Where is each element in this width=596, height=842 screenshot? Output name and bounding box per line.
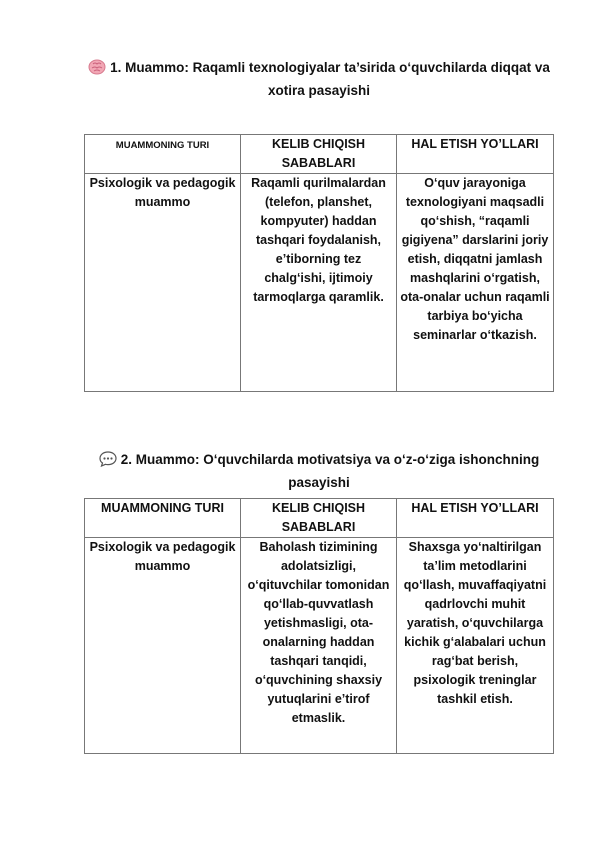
table-header-row [85, 499, 554, 538]
problem-table-2 [84, 498, 554, 754]
problem-type-cell: Psixologik va pedagogik muammo [85, 174, 241, 392]
header-type: MUAMMONING TURI [85, 499, 241, 538]
table-row [85, 174, 554, 392]
speech-bubble-icon [99, 451, 117, 473]
header-solutions: HAL ETISH YO’LLARI [397, 135, 554, 174]
problem-type-cell: Psixologik va pedagogik muammo [85, 538, 241, 754]
section-2-title: 2. Muammo: O‘quvchilarda motivatsiya va o‘z-o‘ziga ishonchning pasayishi [84, 450, 554, 493]
solutions-cell: Shaxsga yo‘naltirilgan ta’lim metodlarini qo‘llash, muvaffaqiyatni qadrlovchi muhit yaratish, o‘quvchilarga kichik g‘alabalari uchun rag‘bat berish, psixologik treninglar tashkil etish. [397, 538, 554, 754]
causes-cell: Raqamli qurilmalardan (telefon, planshet, kompyuter) haddan tashqari foydalanish, e’tiborning tez chalg‘ishi, ijtimoiy tarmoqlarga qaramlik. [241, 174, 397, 392]
header-causes: KELIB CHIQISH SABABLARI [241, 135, 397, 174]
table-header-row [85, 135, 554, 174]
problem-table-1 [84, 134, 554, 392]
brain-icon [88, 59, 106, 81]
section-1-title: 1. Muammo: Raqamli texnologiyalar ta’sirida o‘quvchilarda diqqat va xotira pasayishi [84, 58, 554, 101]
header-solutions: HAL ETISH YO’LLARI [397, 499, 554, 538]
header-type: MUAMMONING TURI [85, 135, 241, 174]
header-causes: KELIB CHIQISH SABABLARI [241, 499, 397, 538]
solutions-cell: O‘quv jarayoniga texnologiyani maqsadli qo‘shish, “raqamli gigiyena” darslarini joriy etish, diqqatni jamlash mashqlarini o‘rgatish, ota-onalar uchun raqamli tarbiya bo‘yicha seminarlar o‘tkazish. [397, 174, 554, 392]
causes-cell: Baholash tizimining adolatsizligi, o‘qituvchilar tomonidan qo‘llab-quvvatlash yetishmasligi, ota-onalarning haddan tashqari tanqidi, o‘quvchining shaxsiy yutuqlarini e’tirof etmaslik. [241, 538, 397, 754]
table-row [85, 538, 554, 754]
